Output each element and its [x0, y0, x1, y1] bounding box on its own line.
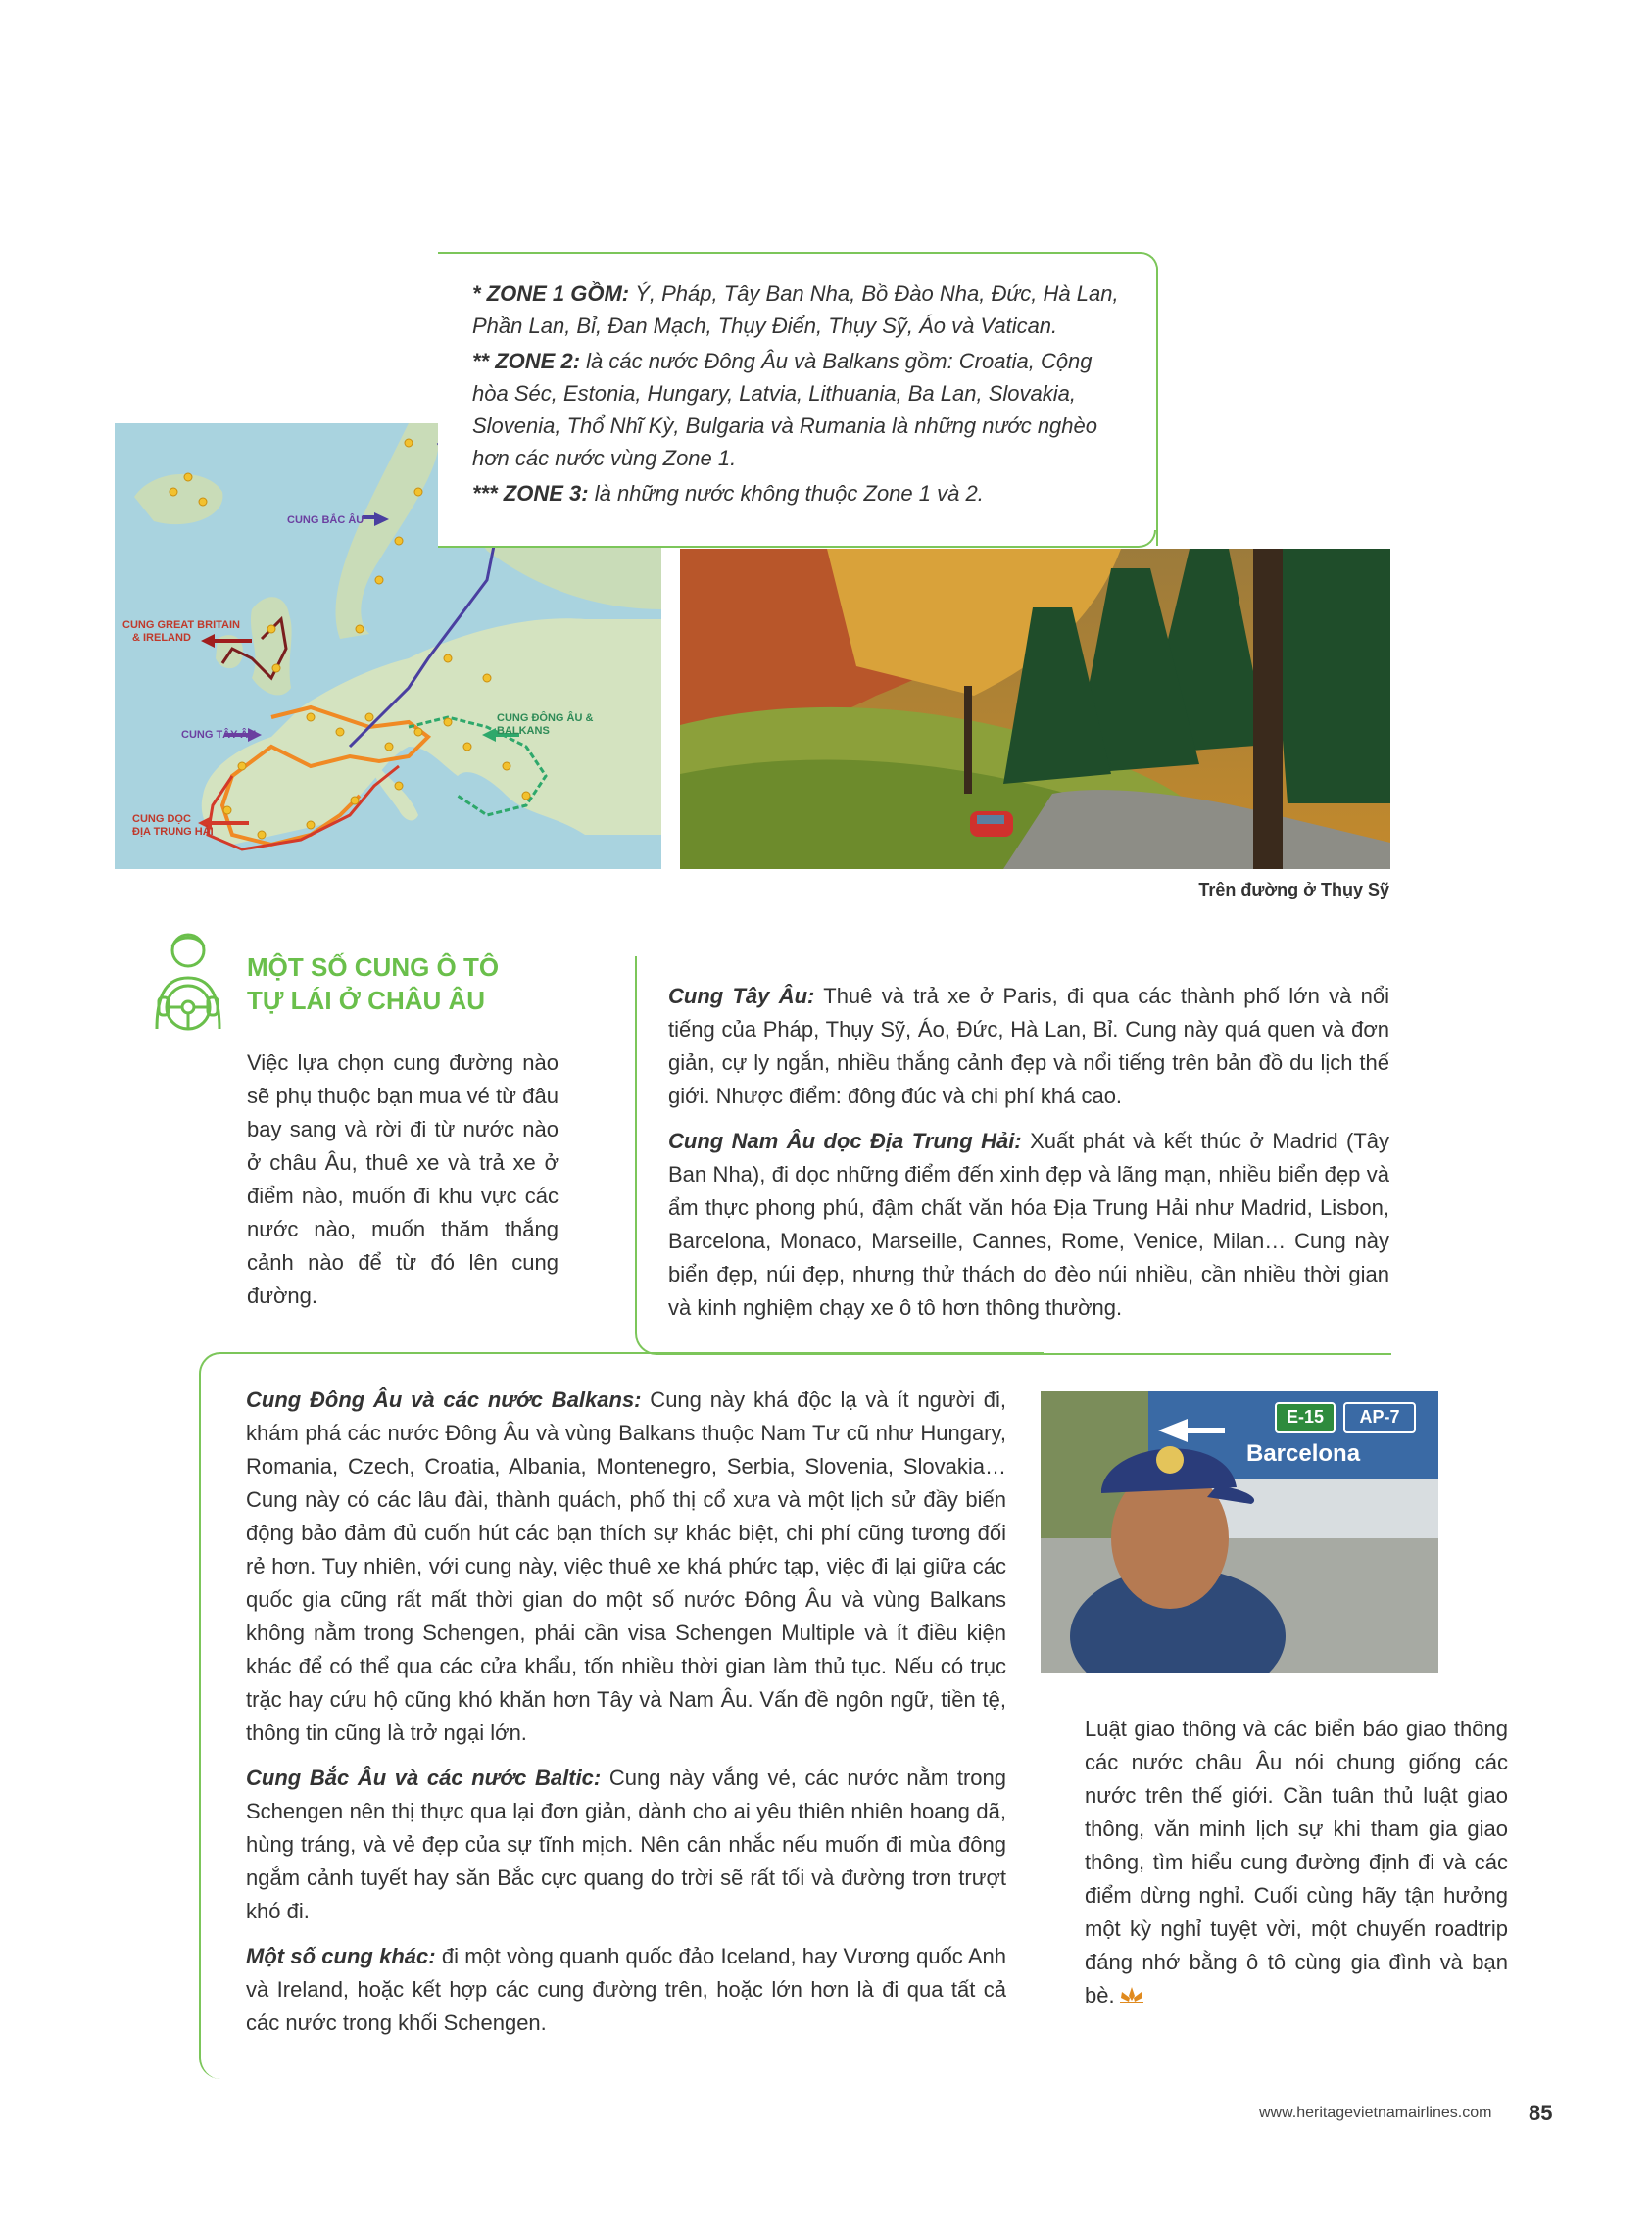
other-route-text: đi một vòng quanh quốc đảo Iceland, hay Vương quốc Anh và Ireland, hoặc kết hợp các cung đường trên, hoặc lớn hơn là đi qua tất cả các nước trong khối Schengen.: [246, 1944, 1006, 2035]
zone2-note: [472, 345, 1131, 474]
driver-steering-wheel-icon: [129, 921, 247, 1039]
south-route-paragraph: [668, 1125, 1389, 1325]
west-route-paragraph: [668, 980, 1389, 1113]
east-route-text: Cung này khá độc lạ và ít người đi, khám phá các nước Đông Âu và vùng Balkans thuộc Nam Tư cũ như Hungary, Romania, Czech, Croatia, Albania, Montenegro, Serbia, Slovenia, Slovakia… Cung này có các lâu đài, thành quách, phố thị cổ xưa và một lịch sử đầy biến động bảo đảm đủ cuốn hút các bạn thích sự khác biệt, chi phí cũng tương đối rẻ hơn. Tuy nhiên, với cung này, việc thuê xe khá phức tạp, việc đi lại giữa các quốc gia cũng rất mất thời gian do một số nước Đông Âu và vùng Balkans không nằm trong Schengen, phải cần visa Schengen Multiple và ít điều kiện khác để có thể qua các cửa khẩu, tốn nhiều thời gian làm thủ tục. Nếu có trục trặc hay cứu hộ cũng khó khăn hơn Tây và Nam Âu. Vấn đề ngôn ngữ, tiền tệ, thông tin cũng là trở ngại lớn.: [246, 1387, 1006, 1745]
zone1-text: Ý, Pháp, Tây Ban Nha, Bồ Đào Nha, Đức, Hà Lan, Phần Lan, Bỉ, Đan Mạch, Thụy Điển, Thụy Sỹ, Áo và Vatican.: [472, 281, 1119, 338]
zone1-label: * ZONE 1 GỒM:: [472, 281, 630, 306]
zone3-note: [472, 477, 1131, 509]
map-label-britain-line2: & IRELAND: [132, 632, 191, 644]
map-label-east-line2: BALKANS: [497, 725, 550, 737]
map-label-west: CUNG TÂY ÂU: [181, 729, 257, 741]
zone2-label: ** ZONE 2:: [472, 349, 581, 373]
zone2-text: là các nước Đông Âu và Balkans gồm: Croatia, Cộng hòa Séc, Estonia, Hungary, Latvia, Lithuania, Ba Lan, Slovakia, Slovenia, Thổ Nhĩ Kỳ, Bulgaria và Rumania là những nước nghèo hơn các nước vùng Zone 1.: [472, 349, 1097, 470]
north-route-label: Cung Bắc Âu và các nước Baltic:: [246, 1766, 602, 1790]
map-label-north: CUNG BẮC ÂU: [287, 514, 364, 526]
section-title: MỘT SỐ CUNG Ô TÔ TỰ LÁI Ở CHÂU ÂU: [247, 952, 500, 1015]
other-route-paragraph: [246, 1940, 1006, 2040]
intro-paragraph: Việc lựa chọn cung đường nào sẽ phụ thuộc bạn mua vé từ đâu bay sang và rời đi từ nước nào ở châu Âu, thuê xe và trả xe ở điểm nào, muốn đi khu vực các nước nào, muốn thăm thắng cảnh nào để từ đó lên cung đường.: [247, 1050, 559, 1308]
zone3-text: là những nước không thuộc Zone 1 và 2.: [588, 481, 984, 506]
footer-url: www.heritagevietnamairlines.com: [1259, 2105, 1492, 2121]
zone3-label: *** ZONE 3:: [472, 481, 589, 506]
closing-paragraph: [1085, 1713, 1508, 2013]
page-number: 85: [1529, 2101, 1553, 2125]
north-route-text: Cung này vắng vẻ, các nước nằm trong Schengen nên thị thực qua lại đơn giản, dành cho ai yêu thiên nhiên hoang dã, hùng tráng, và vẻ đẹp của sự tĩnh mịch. Nên cân nhắc nếu muốn đi mùa đông ngắm cảnh tuyết hay săn Bắc cực quang do trời sẽ rất tối và đường trơn trượt khó đi.: [246, 1766, 1006, 1923]
sign-ap7: AP-7: [1359, 1407, 1400, 1427]
east-north-routes: [246, 1383, 1006, 2052]
switzerland-road-photo: [680, 549, 1390, 869]
zone1-note: [472, 277, 1131, 342]
west-route-text: Thuê và trả xe ở Paris, đi qua các thành phố lớn và nổi tiếng của Pháp, Thụy Sỹ, Áo, Đức, Hà Lan, Bỉ. Cung này quá quen và đơn giản, cự ly ngắn, nhiều thắng cảnh đẹp và nổi tiếng trên bản đồ du lịch thế giới. Nhược điểm: đông đúc và chi phí khá cao.: [668, 984, 1389, 1108]
map-label-britain-line1: CUNG GREAT BRITAIN: [122, 619, 240, 631]
barcelona-sign-photo: [1041, 1391, 1438, 1673]
south-route-label: Cung Nam Âu dọc Địa Trung Hải:: [668, 1129, 1022, 1153]
map-label-med-line1: CUNG DỌC: [132, 813, 191, 825]
south-route-text: Xuất phát và kết thúc ở Madrid (Tây Ban Nha), đi dọc những điểm đến xinh đẹp và lãng mạn, nhiều biển đẹp và ẩm thực phong phú, đậm chất văn hóa Địa Trung Hải như Madrid, Lisbon, Barcelona, Monaco, Marseille, Cannes, Rome, Venice, Milan… Cung này biển đẹp, núi đẹp, nhưng thử thách do đèo núi nhiều, cần nhiều thời gian và kinh nghiệm chạy xe ô tô hơn thông thường.: [668, 1129, 1390, 1320]
other-route-label: Một số cung khác:: [246, 1944, 436, 1968]
map-label-east-line1: CUNG ĐÔNG ÂU &: [497, 712, 594, 724]
west-route-label: Cung Tây Âu:: [668, 984, 815, 1008]
east-route-paragraph: [246, 1383, 1006, 1750]
closing-text: Luật giao thông và các biển báo giao thông các nước châu Âu nói chung giống các nước trên thế giới. Cần tuân thủ luật giao thông, văn minh lịch sự khi tham gia giao thông, tìm hiểu cung đường định đi và các điểm dừng nghỉ. Cuối cùng hãy tận hưởng một kỳ nghỉ tuyệt vời, một chuyến roadtrip đáng nhớ bằng ô tô cùng gia đình và bạn bè.: [1085, 1717, 1508, 2008]
west-south-routes: [668, 980, 1389, 1336]
zone-note-box: [438, 252, 1158, 546]
sign-e15: E-15: [1286, 1407, 1325, 1427]
photo-caption: Trên đường ở Thụy Sỹ: [1198, 880, 1389, 899]
east-route-label: Cung Đông Âu và các nước Balkans:: [246, 1387, 642, 1412]
map-label-east: [497, 712, 593, 738]
map-label-britain: [122, 619, 240, 645]
map-label-med-line2: ĐỊA TRUNG HẢI: [132, 826, 214, 838]
map-label-mediterranean: [132, 813, 214, 839]
zone-box-border: [438, 530, 1156, 548]
sign-barcelona: Barcelona: [1246, 1440, 1361, 1467]
lotus-end-icon: [1119, 1980, 1144, 2013]
north-route-paragraph: [246, 1762, 1006, 1928]
